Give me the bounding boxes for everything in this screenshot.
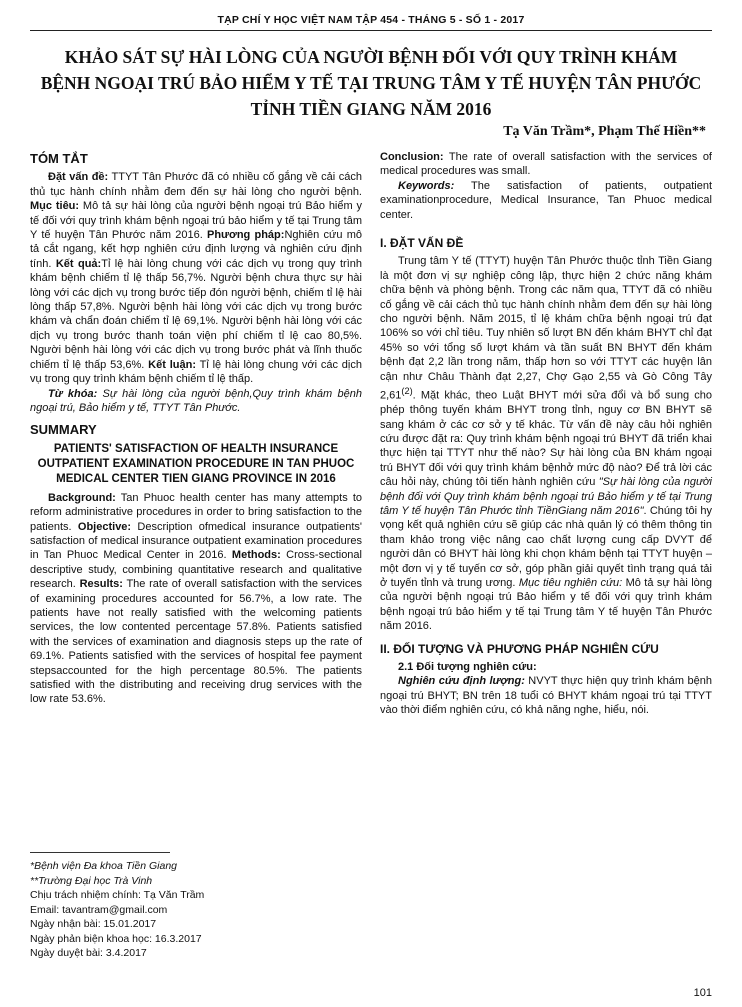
- methods-text: Cross-sectional descriptive study, combining quantitative research and qualitative research.: [30, 549, 362, 591]
- aim-label: Mục tiêu:: [30, 200, 80, 213]
- method-text: Nghiên cứu mô tả cắt ngang, kết hợp nghiên cứu định lượng và nghiên cứu định tính.: [30, 229, 362, 270]
- citation: (2): [401, 386, 413, 397]
- section1-body: [380, 254, 712, 633]
- abstract-vi-heading: TÓM TẮT: [30, 151, 88, 166]
- study-title: "Sự hài lòng của người bệnh đối với Quy trình khám bệnh ngoại trú Bảo hiểm y tế tại Trung tâm Y tế huyện Tân Phước tỉnh TiềnGiang năm 2016": [380, 476, 713, 517]
- keywords-vi-text: Sự hài lòng của người bệnh,Quy trình khám bệnh ngoại trú, Bảo hiểm y tế, TTYT Tân Phước.: [30, 387, 363, 414]
- responsible-author: Chịu trách nhiệm chính: Tạ Văn Trầm: [30, 889, 205, 901]
- section2-body: [380, 674, 712, 717]
- quant-text: NVYT thực hiện quy trình khám bệnh ngoại trú BHYT; BN trên 18 tuổi có BHYT khám ngoại trú tại TTYT vào thời điểm nghiên cứu, có khả năng nghe, hiểu, nói.: [380, 675, 712, 717]
- result-label: Kết quả:: [55, 257, 102, 270]
- section1-text-c: . Chúng tôi hy vọng kết quả nghiên cứu sẽ giúp các nhà quản lý có thêm thông tin tham khảo trong việc nâng cao chất lượng cung cấp DVYT để người dân có BHYT hài lòng khi chọn khám bệnh tại TTYT huyện – một đơn vị y tế tuyến cơ sở, góp phần giải quyết tình trạng quá tải ở tuyến tỉnh và trung ương.: [380, 505, 712, 590]
- section1-text-a: Trung tâm Y tế (TTYT) huyện Tân Phước thuộc tỉnh Tiền Giang là một đơn vị sự nghiệp công lập, thực hiện 2 chức năng khám chữa bệnh và phòng bệnh. Trong các năm qua, TTYT đã có nhiều cố gắng về cải cách thủ tục hành chính nhằm đem đến sự hài lòng cho người bệnh. Năm 2015, tỉ lệ khám chữa bệnh ngoại trú đạt 106% so với chỉ tiêu. Tuy nhiên số lượt BN đến khám BHYT chỉ đạt 45% so với tổng số lượt khám và tần suất BN BHYT đến khám bệnh đạt 2,2 lần trong năm, thấp hơn so với TTYT các huyện lân cận như Châu Thành đạt 2,27, Chợ Gạo 2,55 và Gò Công Tây 2,61: [380, 255, 712, 402]
- results-text: The rate of overall satisfaction with the services of examining procedures accounted for 56.7%, a low rate. The patients have not really satisfied with the welcoming patients services, the low contented percentage 57.8%. Patients satisfied with the services of examination and diagnosis steps up the rate of 69.1%. Patients satisfied with the services of hospital fee payment stepsaccounted for the high percentage 80.5%. The patients satisfied with the distributing and receiving drug services with the low rate 53.6%.: [30, 578, 362, 706]
- section1-heading: I. ĐẶT VẤN ĐỀ: [380, 236, 464, 251]
- keywords-en-label: Keywords:: [398, 179, 455, 192]
- results-label: Results:: [79, 578, 123, 591]
- keywords-vi: [30, 387, 362, 416]
- objective-text: Description ofmedical insurance outpatients' satisfaction of medical insurance outpatient examination procedures in Tan Phuoc Medical Center in 2016.: [30, 520, 363, 562]
- journal-header: TẠP CHÍ Y HỌC VIỆT NAM TẬP 454 - THÁNG 5 - SỐ 1 - 2017: [217, 14, 525, 26]
- result-text: Tỉ lệ hài lòng chung với các dịch vụ trong quy trình khám bệnh chiếm tỉ lệ thấp 56,7%. Người bệnh chưa thực sự hài lòng với các dịch vụ trong bước tiếp đón người bệnh, chiếm tỉ lệ hài lòng thấp 57,8%. Người bệnh hài lòng với các dịch vụ trong bước khám và chẩn đoán chiếm tỉ lệ 69,1%. Người bệnh hài lòng với các dịch vụ trong bước thanh toán viện phí chiếm tỉ lệ cao 80,5%. Người bệnh hài lòng với các dịch vụ trong bước phát và lĩnh thuốc chiếm tỉ lệ thấp 53,6%.: [30, 257, 362, 371]
- section2-subheading: 2.1 Đối tượng nghiên cứu:: [398, 661, 537, 674]
- keywords-en-text: The satisfaction of patients, outpatient examinationprocedure, Medical Insurance, Tan Phuoc medical center.: [380, 179, 712, 221]
- header-rule: [30, 30, 712, 31]
- method-label: Phương pháp:: [207, 229, 285, 242]
- conclusion-label: Kết luận:: [148, 358, 196, 371]
- article-title: KHẢO SÁT SỰ HÀI LÒNG CỦA NGƯỜI BỆNH ĐỐI VỚI QUY TRÌNH KHÁM BỆNH NGOẠI TRÚ BẢO HIỂM Y TẾ TẠI TRUNG TÂM Y TẾ HUYỆN TÂN PHƯỚC TỈNH TIỀN GIANG NĂM 2016: [40, 47, 702, 119]
- affiliation-1: *Bệnh viện Đa khoa Tiền Giang: [30, 860, 177, 872]
- methods-label: Methods:: [231, 549, 281, 562]
- section2-heading: II. ĐỐI TƯỢNG VÀ PHƯƠNG PHÁP NGHIÊN CỨU: [380, 641, 659, 656]
- quant-label: Nghiên cứu định lượng:: [398, 675, 525, 688]
- date-accepted: Ngày duyệt bài: 3.4.2017: [30, 947, 147, 959]
- conclusion-text: Tỉ lệ hài lòng chung với các dịch vụ trong quy trình khám bệnh chiếm tỉ lệ thấp.: [30, 358, 362, 386]
- aim-label-en: Mục tiêu nghiên cứu:: [518, 577, 623, 590]
- keywords-en: [380, 179, 712, 222]
- conclusion-en-text: The rate of overall satisfaction with the services of medical procedures was small.: [380, 151, 712, 178]
- intro-label: Đặt vấn đề:: [48, 171, 109, 184]
- keywords-vi-label: Từ khóa:: [48, 387, 98, 400]
- abstract-en-body: [30, 491, 362, 707]
- conclusion-en-label: Conclusion:: [380, 151, 444, 163]
- date-reviewed: Ngày phản biện khoa học: 16.3.2017: [30, 932, 202, 945]
- background-label: Background:: [48, 491, 116, 504]
- section1-text-d: Mô tả sự hài lòng của người bệnh ngoại trú Bảo hiểm y tế đối với quy trình khám bệnh ngoại trú bảo hiểm y tế tại Trung tâm Y tế huyện Tân Phước năm 2016.: [380, 577, 712, 633]
- abstract-vi-body: [30, 170, 362, 386]
- footnote-rule: [30, 852, 170, 853]
- abstract-en-continued: [380, 150, 712, 179]
- background-text: Tan Phuoc health center has many attempts to reform administrative procedures in order to bring satisfaction to the patients.: [30, 491, 362, 533]
- aim-text: Mô tả sự hài lòng của người bệnh ngoại trú Bảo hiểm y tế đối với quy trình khám bệnh ngoại trú bảo hiểm y tế tại Trung tâm Y tế huyện Tân Phước năm 2016.: [30, 200, 363, 242]
- authors: Tạ Văn Trầm*, Phạm Thế Hiền**: [503, 124, 706, 139]
- section1-text-b: . Mặt khác, theo Luật BHYT mới sửa đổi và bổ sung cho phép thông tuyến khám BHYT trong tỉnh, nguy cơ BN BHYT sẽ sang khám ở các cơ sở y tế khác. Từ vấn đề này câu hỏi nghiên cứu được đặt ra: Quy trình khám bệnh ngoại trú BHYT đã triển khai thực hiện tại TTYT như thế nào? Sự hài lòng của BN khám ngoại trú BHYT đối với quy trình khám bệnhở mức độ nào? Để trả lời các câu hỏi này, chúng tôi tiến hành nghiên cứu: [380, 389, 712, 489]
- english-title: PATIENTS' SATISFACTION OF HEALTH INSURANCE OUTPATIENT EXAMINATION PROCEDURE IN TAN PHUOC MEDICAL CENTER TIEN GIANG PROVINCE IN 2016: [37, 442, 355, 485]
- footnotes: [30, 852, 362, 961]
- summary-heading: SUMMARY: [30, 422, 97, 438]
- page-number: 101: [693, 987, 712, 999]
- email: Email: tavantram@gmail.com: [30, 903, 168, 916]
- intro-text: TTYT Tân Phước đã có nhiều cố gắng về cải cách thủ tục hành chính nhằm đem đến sự hài lòng cho người bệnh.: [30, 171, 362, 198]
- affiliation-2: **Trường Đại học Trà Vinh: [30, 874, 153, 887]
- left-column: [30, 150, 362, 707]
- right-column: [380, 150, 712, 718]
- objective-label: Objective:: [77, 520, 132, 533]
- date-received: Ngày nhận bài: 15.01.2017: [30, 918, 157, 930]
